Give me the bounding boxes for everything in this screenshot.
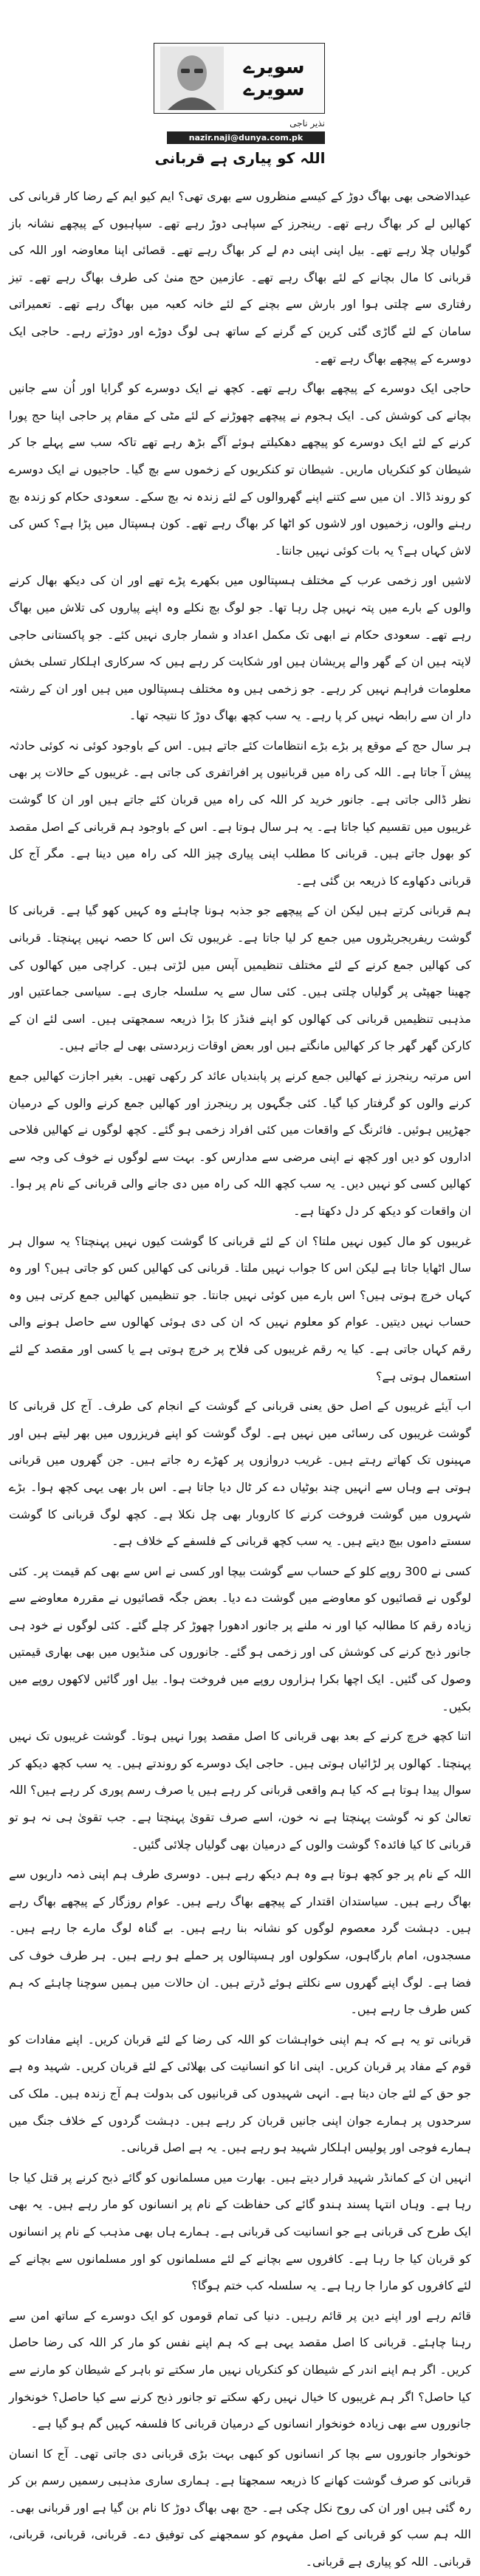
column-body (9, 183, 472, 2569)
author-name: نذیر ناجی (289, 118, 325, 129)
body-paragraph: اتنا کچھ خرچ کرنے کے بعد بھی قربانی کا اصل مقصد پورا نہیں ہوتا۔ گوشت غریبوں تک نہیں پہنچتا۔ کھالوں پر لڑائیاں ہوتی ہیں۔ حاجی ایک دوسرے کو روندتے ہیں۔ یہ سب کچھ دیکھ کر سوال پیدا ہوتا ہے کہ کیا ہم واقعی قربانی کر رہے ہیں یا صرف رسم پوری کر رہے ہیں؟ اللہ تعالیٰ کو نہ گوشت پہنچتا ہے نہ خون، اسے صرف تقویٰ پہنچتا ہے۔ جب تقویٰ ہی نہ ہو تو قربانی کا کیا فائدہ؟ گوشت والوں کے درمیان بھی گولیاں چلائی گئیں۔ (9, 1729, 471, 1852)
column-masthead (154, 43, 325, 114)
body-paragraph: لاشیں اور زخمی عرب کے مختلف ہسپتالوں میں بکھرے پڑے تھے اور ان کی دیکھ بھال کرنے والوں کے بارے میں پتہ نہیں چل رہا تھا۔ جو لوگ بچ نکلے وہ اپنے پیاروں کی تلاش میں بھاگ رہے تھے۔ سعودی حکام نے ابھی تک مکمل اعداد و شمار جاری نہیں کئے۔ جو پاکستانی حاجی لاپتہ ہیں ان کے گھر والے پریشان ہیں اور شکایت کر رہے ہیں کہ سرکاری اہلکار تسلی بخش معلومات فراہم نہیں کر رہے۔ جو زخمی ہیں وہ مختلف ہسپتالوں میں ہیں اور ان کے رشتہ دار ان سے رابطہ نہیں کر پا رہے۔ یہ سب کچھ بھاگ دوڑ کا نتیجہ تھا۔ (9, 573, 471, 723)
author-portrait-image (160, 47, 224, 110)
body-paragraph: غریبوں کو مال کیوں نہیں ملتا؟ ان کے لئے قربانی کا گوشت کیوں نہیں پہنچتا؟ یہ سوال ہر سال اٹھایا جاتا ہے لیکن اس کا جواب نہیں ملتا۔ قربانی کی کھالیں کس کو جاتی ہیں؟ اور وہ کہاں خرچ ہوتی ہیں؟ اس بارے میں کوئی نہیں جانتا۔ جو تنظیمیں کھالیں جمع کرتی ہیں وہ حساب نہیں دیتیں۔ عوام کو معلوم نہیں کہ ان کی دی ہوئی کھالوں سے حاصل ہونے والی رقم کہاں جاتی ہے۔ کیا یہ رقم غریبوں کی فلاح پر خرچ ہوتی ہے یا کسی اور مقصد کے لئے استعمال ہوتی ہے؟ (9, 1233, 471, 1383)
body-paragraph: انہیں ان کے کمانڈر شہید قرار دیتے ہیں۔ بھارت میں مسلمانوں کو گائے ذبح کرنے پر قتل کیا جا رہا ہے۔ وہاں انتہا پسند ہندو گائے کی حفاظت کے نام پر انسانوں کو مار رہے ہیں۔ یہ بھی ایک طرح کی قربانی ہے جو انسانیت کی قربانی ہے۔ ہمارے ہاں بھی مذہب کے نام پر انسانوں کو قربان کیا جا رہا ہے۔ کافروں سے بچانے کے لئے مسلمانوں کو اور مسلمانوں سے بچانے کے لئے کافروں کو مارا جا رہا ہے۔ یہ سلسلہ کب ختم ہوگا؟ (9, 2170, 471, 2293)
body-paragraph: خونخوار جانوروں سے بچا کر انسانوں کو کبھی بہت بڑی قربانی دی جاتی تھی۔ آج کا انسان قربانی کو صرف گوشت کھانے کا ذریعہ سمجھتا ہے۔ ہماری ساری مذہبی رسمیں رسم بن کر رہ گئی ہیں اور ان کی روح نکل چکی ہے۔ حج بھی بھاگ دوڑ کا نام بن گیا ہے اور قربانی بھی۔ اللہ ہم سب کو قربانی کے اصل مفہوم کو سمجھنے کی توفیق دے۔ قربانی، قربانی، قربانی، قربانی۔ اللہ کو پیاری ہے قربانی۔ (9, 2446, 471, 2569)
body-paragraph: ہر سال حج کے موقع پر بڑے بڑے انتظامات کئے جاتے ہیں۔ اس کے باوجود کوئی نہ کوئی حادثہ پیش آ جاتا ہے۔ اللہ کی راہ میں قربانیوں پر افراتفری کی جاتی ہے۔ غریبوں کے حالات پر بھی نظر ڈالی جاتی ہے۔ جانور خرید کر اللہ کی راہ میں قربان کئے جاتے ہیں اور ان کا گوشت غریبوں میں تقسیم کیا جاتا ہے۔ یہ ہر سال ہوتا ہے۔ اس کے باوجود ہم قربانی کے اصل مقصد کو بھول جاتے ہیں۔ قربانی کا مطلب اپنی پیاری چیز اللہ کی راہ میں دینا ہے۔ مگر آج کل قربانی دکھاوے کا ذریعہ بن گئی ہے۔ (9, 738, 471, 888)
author-email[interactable]: nazir.naji@dunya.com.pk (167, 131, 325, 144)
column-brand-logo (230, 56, 318, 100)
author-portrait (160, 47, 224, 110)
body-paragraph: حاجی ایک دوسرے کے پیچھے بھاگ رہے تھے۔ کچھ نے ایک دوسرے کو گرایا اور اُن سے جانیں بچانے کی کوشش کی۔ ایک ہجوم نے پیچھے چھوڑنے کے لئے مٹی کے مقام پر حاجی اپنا حج پورا کرنے کے لئے ایک دوسرے کو پیچھے دھکیلتے ہوئے آگے بڑھ رہے تھے تاکہ سب سے پہلے جا کر شیطان کو کنکریاں ماریں۔ شیطان تو کنکریوں کے زخموں سے بچ گیا۔ حاجیوں نے ایک دوسرے کو روند ڈالا۔ ان میں سے کتنے اپنے گھروالوں کے لئے زندہ نہ بچ سکے۔ سعودی حکام کو زندہ بچ رہنے والوں، زخمیوں اور لاشوں کو اٹھا کر بھاگ رہے تھے۔ کون ہسپتال میں پڑا ہے؟ کس کی لاش کہاں ہے؟ یہ بات کوئی نہیں جانتا۔ (9, 381, 471, 558)
brand-line-bottom: سویرے (243, 78, 305, 100)
body-paragraph: اللہ کے نام پر جو کچھ ہوتا ہے وہ ہم دیکھ رہے ہیں۔ دوسری طرف ہم اپنی ذمہ داریوں سے بھاگ رہے ہیں۔ سیاستدان اقتدار کے پیچھے بھاگ رہے ہیں۔ عوام روزگار کے پیچھے بھاگ رہے ہیں۔ دہشت گرد معصوم لوگوں کو نشانہ بنا رہے ہیں۔ بے گناہ لوگ مارے جا رہے ہیں۔ مسجدوں، امام بارگاہوں، سکولوں اور ہسپتالوں پر حملے ہو رہے ہیں۔ ہر طرف خوف کی فضا ہے۔ لوگ اپنے گھروں سے نکلتے ہوئے ڈرتے ہیں۔ ان حالات میں ہمیں سوچنا چاہئے کہ ہم کس طرف جا رہے ہیں۔ (9, 1867, 471, 2017)
body-paragraph: قربانی تو یہ ہے کہ ہم اپنی خواہشات کو اللہ کی رضا کے لئے قربان کریں۔ اپنے مفادات کو قوم کے مفاد پر قربان کریں۔ اپنی انا کو انسانیت کی بھلائی کے لئے قربان کریں۔ شہید وہ ہے جو حق کے لئے جان دیتا ہے۔ انہی شہیدوں کی قربانیوں کی بدولت ہم آج زندہ ہیں۔ ملک کی سرحدوں پر ہمارے جوان اپنی جانیں قربان کر رہے ہیں۔ دہشت گردوں کے خلاف جنگ میں ہمارے فوجی اور پولیس اہلکار شہید ہو رہے ہیں۔ یہ ہے اصل قربانی۔ (9, 2032, 471, 2155)
body-paragraph: عیدالاضحی بھی بھاگ دوڑ کے کیسے منظروں سے بھری تھی؟ ایم کیو ایم کے رضا کار قربانی کی کھالیں لے کر بھاگ رہے تھے۔ رینجرز کے سپاہی دوڑ رہے تھے۔ سپاہیوں کے پیچھے نشانہ باز گولیاں چلا رہے تھے۔ بیل اپنی اپنی دم لے کر بھاگ رہے تھے۔ قصائی اپنا معاوضہ اور اللہ کی قربانی کا مال بچانے کے لئے بھاگ رہے تھے۔ عازمین حج منیٰ کی طرف بھاگ رہے تھے۔ تیز رفتاری سے چلتی ہوا اور بارش سے بچنے کے لئے خانہ کعبہ میں بھاگ رہے تھے۔ تعمیراتی سامان کے لئے گاڑی گئی کرین کے گرنے کے ساتھ ہی لوگ دوڑے اور دوڑتے رہے۔ حاجی ایک دوسرے کے پیچھے بھاگ رہے تھے۔ (9, 189, 471, 366)
column-header (0, 0, 480, 177)
body-paragraph: اب آیئے غریبوں کے اصل حق یعنی قربانی کے گوشت کے انجام کی طرف۔ آج کل قربانی کا گوشت غریبوں کی رسائی میں نہیں ہے۔ لوگ گوشت کو اپنے فریزروں میں بھر لیتے ہیں اور مہینوں تک کھاتے رہتے ہیں۔ غریب دروازوں پر کھڑے رہ جاتے ہیں۔ جن گھروں میں قربانی ہوتی ہے وہاں سے انہیں چند بوٹیاں دے کر ٹال دیا جاتا ہے۔ اس بار بھی یہی کچھ ہوا۔ بڑے شہروں میں گوشت فروخت کرنے کا کاروبار بھی چل نکلا ہے۔ کچھ لوگ قربانی کا گوشت سستے داموں بیچ دیتے ہیں۔ یہ سب کچھ قربانی کے فلسفے کے خلاف ہے۔ (9, 1399, 471, 1549)
brand-line-top: سویرے (243, 56, 305, 78)
column-headline: اللہ کو پیاری ہے قربانی (154, 149, 326, 167)
body-paragraph: اس مرتبہ رینجرز نے کھالیں جمع کرنے پر پابندیاں عائد کر رکھی تھیں۔ بغیر اجازت کھالیں جمع کرنے والوں کو گرفتار کیا گیا۔ کئی جگہوں پر رینجرز اور کھالیں جمع کرنے والوں کے درمیان جھڑپیں ہوئیں۔ فائرنگ کے واقعات میں کئی افراد زخمی ہو گئے۔ کچھ لوگوں نے کھالیں فلاحی اداروں کو دیں اور کچھ نے اپنی مرضی سے مدارس کو۔ بہت سے لوگوں نے خوف کی وجہ سے کھالیں کسی کو نہیں دیں۔ یہ سب کچھ اللہ کی راہ میں دی جانے والی قربانی کے نام پر ہوا۔ ان واقعات کو دیکھ کر دل دکھتا ہے۔ (9, 1069, 471, 1218)
body-paragraph: ہم قربانی کرتے ہیں لیکن ان کے پیچھے جو جذبہ ہونا چاہئے وہ کہیں کھو گیا ہے۔ قربانی کا گوشت ریفریجریٹروں میں جمع کر لیا جاتا ہے۔ غریبوں تک اس کا حصہ نہیں پہنچتا۔ قربانی کی کھالیں جمع کرنے کے لئے مختلف تنظیمیں آپس میں لڑتی ہیں۔ کراچی میں کھالوں کی چھینا جھپٹی پر گولیاں چلتی ہیں۔ کئی سال سے یہ سلسلہ جاری ہے۔ سیاسی جماعتیں اور مذہبی تنظیمیں قربانی کی کھالوں کو اپنے فنڈز کا بڑا ذریعہ سمجھتی ہیں۔ اسی لئے ان کے کارکن گھر گھر جا کر کھالیں مانگتے ہیں اور بعض اوقات زبردستی بھی لے جاتے ہیں۔ (9, 903, 471, 1053)
body-paragraph: کسی نے 300 روپے کلو کے حساب سے گوشت بیچا اور کسی نے اس سے بھی کم قیمت پر۔ کئی لوگوں نے قصائیوں کو معاوضے میں گوشت دے دیا۔ بعض جگہ قصائیوں نے مقررہ معاوضے سے زیادہ رقم کا مطالبہ کیا اور نہ ملنے پر جانور ادھورا چھوڑ کر چلے گئے۔ کئی لوگوں نے خود ہی جانور ذبح کرنے کی کوشش کی اور زخمی ہو گئے۔ جانوروں کی منڈیوں میں بھی بھاری قیمتیں وصول کی گئیں۔ ایک اچھا بکرا ہزاروں روپے میں فروخت ہوا۔ بیل اور گائیں لاکھوں روپے میں بکیں۔ (9, 1563, 471, 1713)
body-paragraph: قائم رہے اور اپنے دین پر قائم رہیں۔ دنیا کی تمام قوموں کو ایک دوسرے کے ساتھ امن سے رہنا چاہئے۔ قربانی کا اصل مقصد یہی ہے کہ ہم اپنے نفس کو مار کر اللہ کی رضا حاصل کریں۔ اگر ہم اپنے اندر کے شیطان کو کنکریاں نہیں مار سکتے تو باہر کے شیطان کو مارنے سے کیا حاصل؟ اگر ہم غریبوں کا خیال نہیں رکھ سکتے تو جانور ذبح کرنے سے کیا حاصل؟ خونخوار جانوروں سے بھی زیادہ خونخوار انسانوں کے درمیان قربانی کا فلسفہ کہیں گم ہو گیا ہے۔ (9, 2308, 472, 2431)
